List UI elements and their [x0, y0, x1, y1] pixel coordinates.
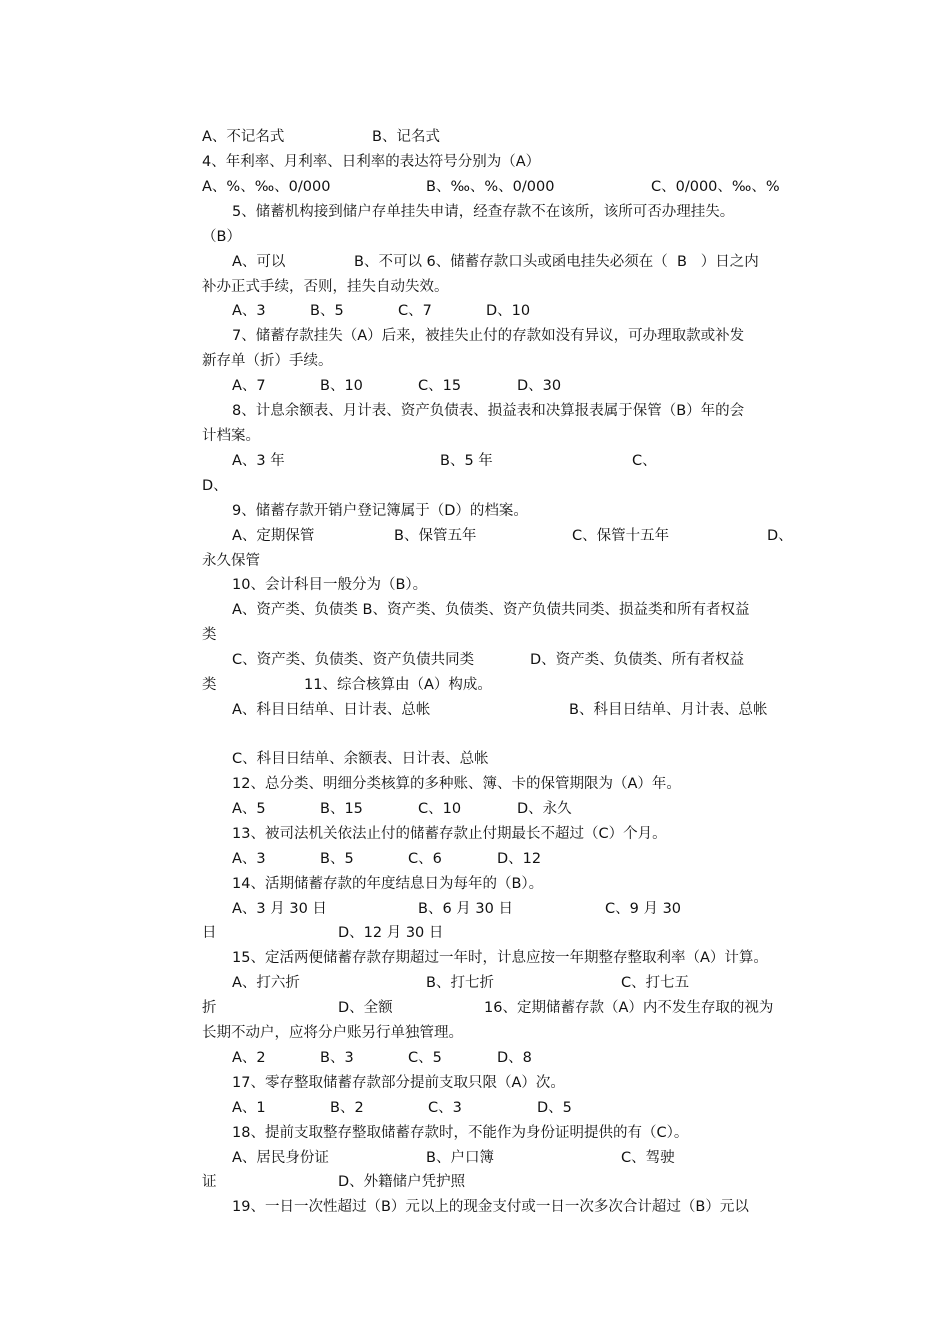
text-line: D、12 月 30 日 [338, 925, 444, 941]
text-line: D、10 [486, 303, 531, 319]
text-line: A、不记名式 [202, 129, 285, 145]
text-line: 新存单（折）手续。 [202, 353, 333, 369]
text-line: 11、综合核算由（A）构成。 [304, 677, 492, 693]
text-line: A、1 [232, 1100, 266, 1116]
text-line: D、永久 [517, 801, 572, 817]
text-line: 类 [202, 677, 217, 693]
text-line: 10、会计科目一般分为（B）。 [232, 577, 428, 593]
text-line: B、5 年 [440, 453, 493, 469]
text-line: C、3 [428, 1100, 462, 1116]
text-line: 补办正式手续，否则，挂失自动失效。 [202, 279, 449, 295]
text-line: C、10 [418, 801, 462, 817]
text-line: A、3 [232, 303, 266, 319]
text-line: C、打七五 [621, 975, 690, 991]
text-line: D、30 [517, 378, 562, 394]
text-line: 18、提前支取整存整取储蓄存款时，不能作为身份证明提供的有（C）。 [232, 1125, 689, 1141]
text-line: A、2 [232, 1050, 266, 1066]
text-line: 9、储蓄存款开销户登记簿属于（D）的档案。 [232, 503, 528, 519]
text-line: 7、储蓄存款挂失（A）后来，被挂失止付的存款如没有异议，可办理取款或补发 [232, 328, 745, 344]
text-line: B、记名式 [372, 129, 440, 145]
text-line: C、5 [408, 1050, 442, 1066]
text-line: B、10 [320, 378, 363, 394]
text-line: A、定期保管 [232, 528, 315, 544]
text-line: 永久保管 [202, 553, 260, 569]
text-line: B、3 [320, 1050, 354, 1066]
text-line: A、3 月 30 日 [232, 901, 327, 917]
text-line: D、外籍储户凭护照 [338, 1174, 466, 1190]
text-line: A、%、‰、0/000 [202, 179, 331, 195]
text-line: 15、定活两便储蓄存款存期超过一年时，计息应按一年期整存整取利率（A）计算。 [232, 950, 768, 966]
text-line: C、0/000、‰、% [651, 179, 780, 195]
text-line: C、资产类、负债类、资产负债共同类 [232, 652, 475, 668]
text-line: A、3 [232, 851, 266, 867]
text-line: B、‰、%、0/000 [426, 179, 555, 195]
text-line: C、15 [418, 378, 462, 394]
text-line: B、科目日结单、月计表、总帐 [569, 702, 768, 718]
text-line: A、可以 [232, 254, 286, 270]
text-line: 日 [202, 925, 217, 941]
text-line: 计档案。 [202, 428, 260, 444]
text-line: 类 [202, 627, 217, 643]
text-line: 长期不动户，应将分户账另行单独管理。 [202, 1025, 463, 1041]
text-line: A、打六折 [232, 975, 300, 991]
text-line: B、打七折 [426, 975, 494, 991]
text-line: B、15 [320, 801, 363, 817]
text-line: 14、活期储蓄存款的年度结息日为每年的（B）。 [232, 876, 544, 892]
text-line: D、 [202, 478, 228, 494]
text-line: C、6 [408, 851, 442, 867]
text-line: C、 [632, 453, 657, 469]
text-line: B、2 [330, 1100, 364, 1116]
text-line: A、3 年 [232, 453, 285, 469]
text-line: B、户口簿 [426, 1150, 494, 1166]
text-line: A、科目日结单、日计表、总帐 [232, 702, 431, 718]
text-line: A、5 [232, 801, 266, 817]
text-line: 5、储蓄机构接到储户存单挂失申请，经查存款不在该所，该所可否办理挂失。 [232, 204, 735, 220]
text-line: C、保管十五年 [572, 528, 670, 544]
text-line: 折 [202, 1000, 217, 1016]
text-line: D、资产类、负债类、所有者权益 [530, 652, 745, 668]
text-line: 证 [202, 1174, 217, 1190]
text-line: B、6 月 30 日 [418, 901, 513, 917]
text-line: B、5 [310, 303, 344, 319]
text-line: （B） [202, 229, 241, 245]
text-line: D、 [767, 528, 793, 544]
text-line: 19、一日一次性超过（B）元以上的现金支付或一日一次多次合计超过（B）元以 [232, 1199, 749, 1215]
text-line: C、7 [398, 303, 432, 319]
text-line: 8、计息余额表、月计表、资产负债表、损益表和决算报表属于保管（B）年的会 [232, 403, 745, 419]
text-line: B、不可以 6、储蓄存款口头或函电挂失必须在（ B ）日之内 [354, 254, 759, 270]
text-line: 12、总分类、明细分类核算的多种账、簿、卡的保管期限为（A）年。 [232, 776, 681, 792]
text-line: C、驾驶 [621, 1150, 675, 1166]
text-line: A、资产类、负债类 B、资产类、负债类、资产负债共同类、损益类和所有者权益 [232, 602, 750, 618]
text-line: D、5 [537, 1100, 572, 1116]
text-line: 4、年利率、月利率、日利率的表达符号分别为（A） [202, 154, 541, 170]
text-line: A、居民身份证 [232, 1150, 329, 1166]
text-line: 13、被司法机关依法止付的储蓄存款止付期最长不超过（C）个月。 [232, 826, 667, 842]
text-line: B、保管五年 [394, 528, 477, 544]
text-line: C、9 月 30 [605, 901, 682, 917]
text-line: B、5 [320, 851, 354, 867]
text-line: A、7 [232, 378, 266, 394]
text-line: D、8 [497, 1050, 532, 1066]
text-line: D、12 [497, 851, 542, 867]
text-line: 16、定期储蓄存款（A）内不发生存取的视为 [484, 1000, 774, 1016]
text-line: 17、零存整取储蓄存款部分提前支取只限（A）次。 [232, 1075, 565, 1091]
text-line: C、科目日结单、余额表、日计表、总帐 [232, 751, 489, 767]
text-line: D、全额 [338, 1000, 393, 1016]
